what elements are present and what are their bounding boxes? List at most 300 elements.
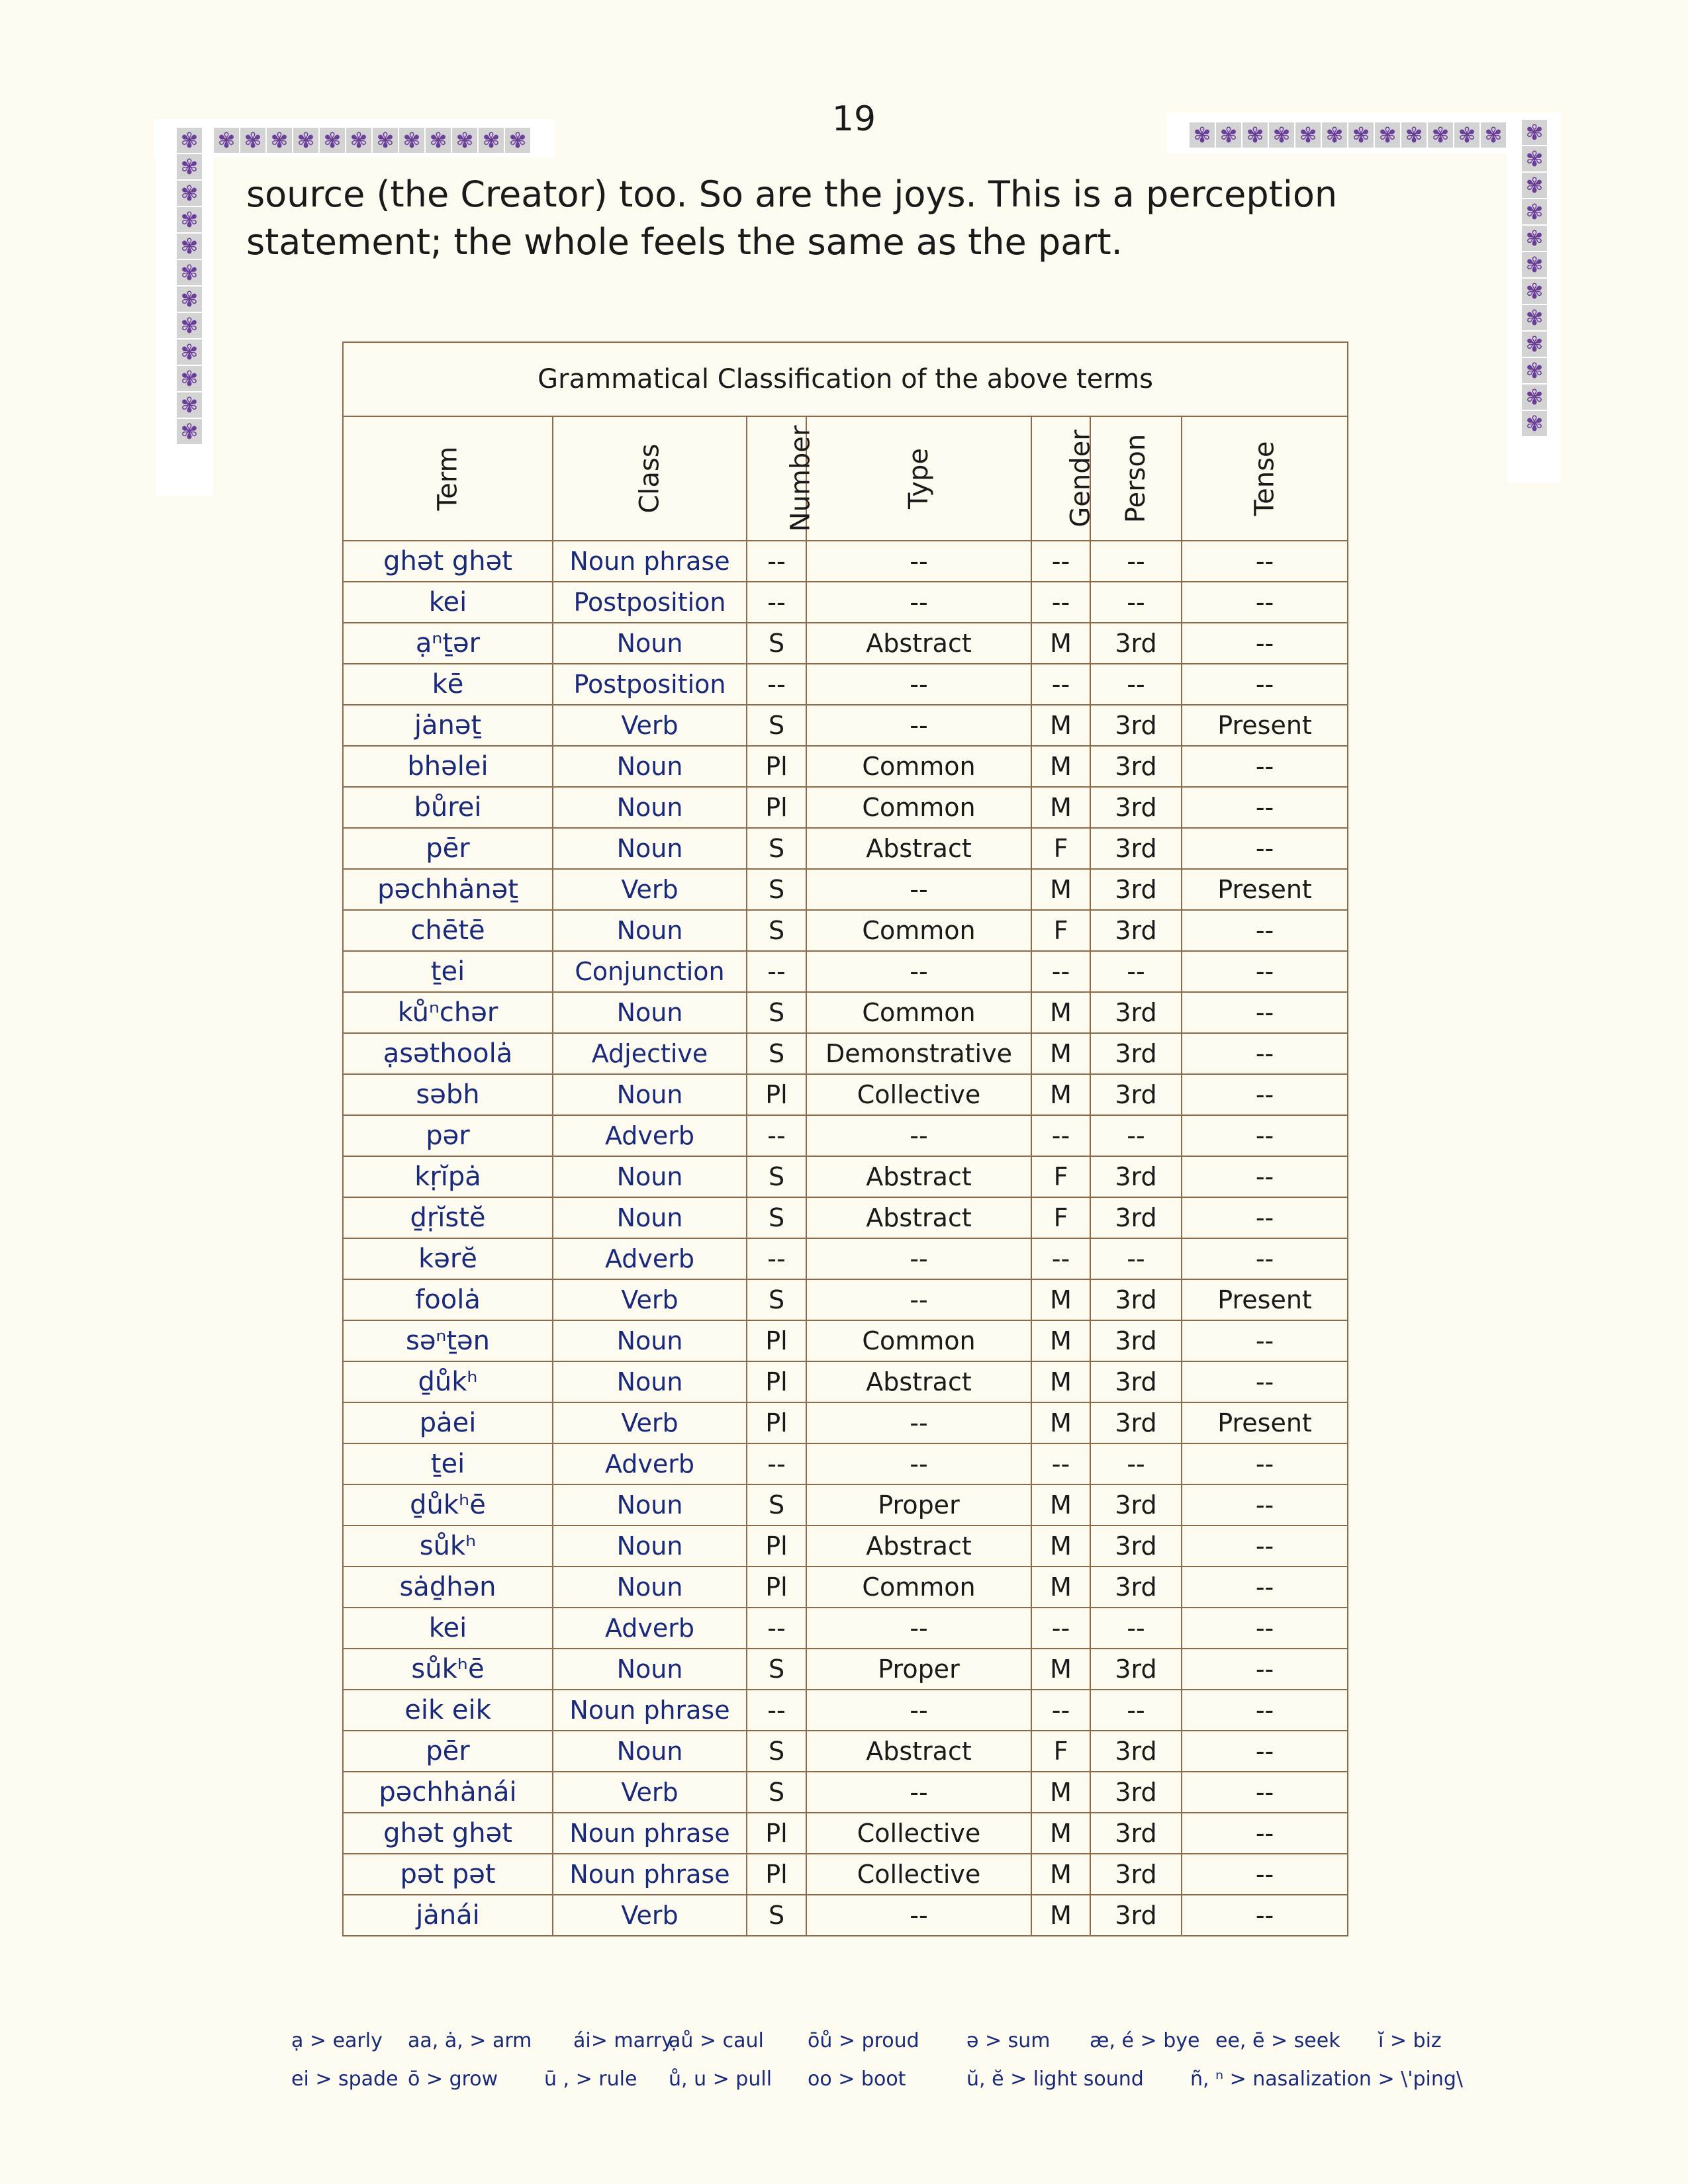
number-cell: -- <box>747 541 806 582</box>
table-row <box>343 1074 1348 1115</box>
tense-cell: -- <box>1182 1731 1348 1772</box>
flower-ornament-icon: ✾ <box>177 154 202 179</box>
flower-ornament-icon: ✾ <box>320 128 345 153</box>
term-cell: pȧei <box>343 1402 553 1443</box>
top-right-flower-border <box>1189 122 1507 148</box>
type-cell: Abstract <box>806 1197 1031 1238</box>
header-type-label: Type <box>904 448 934 509</box>
class-cell: Verb <box>553 1772 747 1813</box>
person-cell: 3rd <box>1090 705 1182 746</box>
tense-cell: -- <box>1182 787 1348 828</box>
header-tense <box>1182 416 1348 541</box>
gender-cell: M <box>1031 1649 1090 1690</box>
person-cell: 3rd <box>1090 1484 1182 1525</box>
class-cell: Verb <box>553 1402 747 1443</box>
flower-ornament-icon: ✾ <box>1522 199 1547 224</box>
gender-cell: M <box>1031 705 1090 746</box>
flower-ornament-icon: ✾ <box>479 128 504 153</box>
legend-item: æ, é > bye <box>1090 2029 1200 2052</box>
term-cell: jȧnái <box>343 1895 553 1936</box>
gender-cell: M <box>1031 787 1090 828</box>
table-row <box>343 541 1348 582</box>
type-cell: -- <box>806 1443 1031 1484</box>
left-flower-border <box>176 127 203 445</box>
tense-cell: -- <box>1182 664 1348 705</box>
number-cell: S <box>747 1279 806 1320</box>
number-cell: -- <box>747 582 806 623</box>
person-cell: 3rd <box>1090 1772 1182 1813</box>
table-row <box>343 1279 1348 1320</box>
number-cell: -- <box>747 664 806 705</box>
gender-cell: M <box>1031 1074 1090 1115</box>
number-cell: -- <box>747 1115 806 1156</box>
table-row <box>343 787 1348 828</box>
person-cell: 3rd <box>1090 1074 1182 1115</box>
type-cell: -- <box>806 541 1031 582</box>
table-row <box>343 869 1348 910</box>
class-cell: Noun <box>553 1320 747 1361</box>
number-cell: S <box>747 992 806 1033</box>
type-cell: Abstract <box>806 1361 1031 1402</box>
term-cell: sůkʰ <box>343 1525 553 1567</box>
person-cell: 3rd <box>1090 1731 1182 1772</box>
legend-item: ŭ, ĕ > light sound <box>966 2068 1144 2091</box>
gender-cell: M <box>1031 1361 1090 1402</box>
term-cell: ṯei <box>343 951 553 992</box>
class-cell: Adverb <box>553 1115 747 1156</box>
tense-cell: Present <box>1182 705 1348 746</box>
gender-cell: F <box>1031 1197 1090 1238</box>
person-cell: 3rd <box>1090 1813 1182 1854</box>
term-cell: kē <box>343 664 553 705</box>
person-cell: 3rd <box>1090 1649 1182 1690</box>
number-cell: Pl <box>747 746 806 787</box>
legend-item: ů, u > pull <box>669 2068 773 2091</box>
table-row <box>343 1690 1348 1731</box>
gender-cell: F <box>1031 1156 1090 1197</box>
table-row <box>343 1854 1348 1895</box>
flower-ornament-icon: ✾ <box>1522 411 1547 436</box>
gender-cell: -- <box>1031 1608 1090 1649</box>
class-cell: Adjective <box>553 1033 747 1074</box>
number-cell: S <box>747 869 806 910</box>
header-person <box>1090 416 1182 541</box>
gender-cell: -- <box>1031 1690 1090 1731</box>
person-cell: 3rd <box>1090 1320 1182 1361</box>
flower-ornament-icon: ✾ <box>1295 122 1321 148</box>
table-row <box>343 910 1348 951</box>
table-row <box>343 1649 1348 1690</box>
number-cell: Pl <box>747 787 806 828</box>
gender-cell: M <box>1031 1895 1090 1936</box>
class-cell: Noun <box>553 623 747 664</box>
tense-cell: -- <box>1182 1197 1348 1238</box>
flower-ornament-icon: ✾ <box>1522 332 1547 357</box>
class-cell: Noun <box>553 1074 747 1115</box>
gender-cell: M <box>1031 1813 1090 1854</box>
term-cell: pət pət <box>343 1854 553 1895</box>
person-cell: -- <box>1090 1443 1182 1484</box>
class-cell: Adverb <box>553 1608 747 1649</box>
flower-ornament-icon: ✾ <box>177 287 202 312</box>
tense-cell: Present <box>1182 1279 1348 1320</box>
class-cell: Verb <box>553 869 747 910</box>
table-row <box>343 582 1348 623</box>
type-cell: Abstract <box>806 1731 1031 1772</box>
table-caption: Grammatical Classification of the above terms <box>343 342 1348 416</box>
intro-paragraph: source (the Creator) too. So are the joys. This is a perception statement; the whole feels the same as the part. <box>246 173 1338 263</box>
type-cell: -- <box>806 869 1031 910</box>
number-cell: -- <box>747 1608 806 1649</box>
legend-item: ạů > caul <box>669 2029 764 2052</box>
flower-ornament-icon: ✾ <box>452 128 477 153</box>
term-cell: ạⁿṯər <box>343 623 553 664</box>
class-cell: Noun <box>553 1649 747 1690</box>
gender-cell: -- <box>1031 1115 1090 1156</box>
class-cell: Noun <box>553 1361 747 1402</box>
tense-cell: -- <box>1182 1320 1348 1361</box>
table-row <box>343 1443 1348 1484</box>
flower-ornament-icon: ✾ <box>1522 385 1547 410</box>
type-cell: Common <box>806 1320 1031 1361</box>
tense-cell: -- <box>1182 1690 1348 1731</box>
tense-cell: -- <box>1182 1115 1348 1156</box>
table-row <box>343 1033 1348 1074</box>
type-cell: Abstract <box>806 623 1031 664</box>
number-cell: Pl <box>747 1402 806 1443</box>
gender-cell: M <box>1031 1525 1090 1567</box>
person-cell: 3rd <box>1090 992 1182 1033</box>
type-cell: Abstract <box>806 828 1031 869</box>
flower-ornament-icon: ✾ <box>399 128 424 153</box>
flower-ornament-icon: ✾ <box>1216 122 1241 148</box>
flower-ornament-icon: ✾ <box>177 419 202 444</box>
term-cell: pəchhȧnəṯ <box>343 869 553 910</box>
header-gender <box>1031 416 1096 541</box>
flower-ornament-icon: ✾ <box>177 207 202 232</box>
legend-item: oo > boot <box>808 2068 906 2091</box>
term-cell: kůⁿchər <box>343 992 553 1033</box>
tense-cell: -- <box>1182 951 1348 992</box>
flower-ornament-icon: ✾ <box>177 366 202 391</box>
tense-cell: -- <box>1182 1361 1348 1402</box>
number-cell: S <box>747 828 806 869</box>
type-cell: -- <box>806 1279 1031 1320</box>
header-term <box>343 416 553 541</box>
number-cell: S <box>747 910 806 951</box>
tense-cell: Present <box>1182 869 1348 910</box>
legend-item: ĭ > biz <box>1378 2029 1442 2052</box>
person-cell: 3rd <box>1090 623 1182 664</box>
right-flower-border <box>1521 119 1548 437</box>
class-cell: Verb <box>553 1895 747 1936</box>
class-cell: Adverb <box>553 1443 747 1484</box>
legend-item: aa, ȧ, > arm <box>408 2029 532 2052</box>
tense-cell: -- <box>1182 1854 1348 1895</box>
flower-ornament-icon: ✾ <box>177 234 202 259</box>
table-row <box>343 705 1348 746</box>
number-cell: -- <box>747 1443 806 1484</box>
tense-cell: -- <box>1182 1443 1348 1484</box>
number-cell: Pl <box>747 1567 806 1608</box>
term-cell: sůkʰē <box>343 1649 553 1690</box>
term-cell: ḏůkʰē <box>343 1484 553 1525</box>
tense-cell: Present <box>1182 1402 1348 1443</box>
type-cell: -- <box>806 664 1031 705</box>
flower-ornament-icon: ✾ <box>240 128 265 153</box>
class-cell: Noun <box>553 1484 747 1525</box>
gender-cell: M <box>1031 1033 1090 1074</box>
table-row <box>343 623 1348 664</box>
flower-ornament-icon: ✾ <box>177 313 202 338</box>
term-cell: kərĕ <box>343 1238 553 1279</box>
tense-cell: -- <box>1182 1156 1348 1197</box>
person-cell: 3rd <box>1090 1567 1182 1608</box>
tense-cell: -- <box>1182 582 1348 623</box>
flower-ornament-icon: ✾ <box>1522 146 1547 171</box>
tense-cell: -- <box>1182 910 1348 951</box>
tense-cell: -- <box>1182 1813 1348 1854</box>
table-row <box>343 1320 1348 1361</box>
class-cell: Noun <box>553 1156 747 1197</box>
gender-cell: M <box>1031 623 1090 664</box>
type-cell: Demonstrative <box>806 1033 1031 1074</box>
header-gender-label: Gender <box>1065 430 1096 527</box>
type-cell: -- <box>806 1772 1031 1813</box>
flower-ornament-icon: ✾ <box>214 128 239 153</box>
person-cell: -- <box>1090 1690 1182 1731</box>
type-cell: Collective <box>806 1813 1031 1854</box>
legend-item: ə > sum <box>966 2029 1051 2052</box>
legend-row-2 <box>291 2068 1464 2106</box>
type-cell: -- <box>806 1690 1031 1731</box>
number-cell: S <box>747 1649 806 1690</box>
type-cell: -- <box>806 582 1031 623</box>
term-cell: chētē <box>343 910 553 951</box>
grammar-table <box>342 341 1348 1936</box>
person-cell: 3rd <box>1090 1361 1182 1402</box>
flower-ornament-icon: ✾ <box>1522 358 1547 383</box>
number-cell: -- <box>747 951 806 992</box>
flower-ornament-icon: ✾ <box>1269 122 1294 148</box>
type-cell: Common <box>806 746 1031 787</box>
person-cell: -- <box>1090 1115 1182 1156</box>
gender-cell: F <box>1031 910 1090 951</box>
tense-cell: -- <box>1182 1033 1348 1074</box>
gender-cell: -- <box>1031 582 1090 623</box>
type-cell: Common <box>806 787 1031 828</box>
number-cell: -- <box>747 1690 806 1731</box>
table-row <box>343 664 1348 705</box>
term-cell: ghət ghət <box>343 1813 553 1854</box>
tense-cell: -- <box>1182 1608 1348 1649</box>
table-row <box>343 1115 1348 1156</box>
person-cell: -- <box>1090 1608 1182 1649</box>
number-cell: S <box>747 1772 806 1813</box>
flower-ornament-icon: ✾ <box>1481 122 1506 148</box>
type-cell: -- <box>806 1238 1031 1279</box>
number-cell: Pl <box>747 1361 806 1402</box>
flower-ornament-icon: ✾ <box>177 260 202 285</box>
table-row <box>343 1484 1348 1525</box>
flower-ornament-icon: ✾ <box>1428 122 1453 148</box>
pronunciation-legend <box>291 2029 1464 2106</box>
flower-ornament-icon: ✾ <box>177 128 202 153</box>
term-cell: səⁿṯən <box>343 1320 553 1361</box>
legend-item: ōů > proud <box>808 2029 919 2052</box>
flower-ornament-icon: ✾ <box>1522 279 1547 304</box>
flower-ornament-icon: ✾ <box>1348 122 1374 148</box>
table-row <box>343 1402 1348 1443</box>
legend-item: ñ, ⁿ > nasalization > \'ping\ <box>1190 2068 1464 2091</box>
legend-item: ū , > rule <box>544 2068 637 2091</box>
person-cell: 3rd <box>1090 1525 1182 1567</box>
header-type <box>806 416 1031 541</box>
header-class-label: Class <box>634 443 665 514</box>
flower-ornament-icon: ✾ <box>426 128 451 153</box>
gender-cell: -- <box>1031 1238 1090 1279</box>
flower-ornament-icon: ✾ <box>1522 305 1547 330</box>
gender-cell: F <box>1031 828 1090 869</box>
legend-item: ạ > early <box>291 2029 383 2052</box>
flower-ornament-icon: ✾ <box>1522 173 1547 198</box>
term-cell: ạsəthoolȧ <box>343 1033 553 1074</box>
flower-ornament-icon: ✾ <box>267 128 292 153</box>
class-cell: Noun phrase <box>553 1690 747 1731</box>
table-row <box>343 828 1348 869</box>
person-cell: 3rd <box>1090 1895 1182 1936</box>
tense-cell: -- <box>1182 1895 1348 1936</box>
flower-ornament-icon: ✾ <box>1522 226 1547 251</box>
top-left-flower-border <box>213 127 531 154</box>
number-cell: S <box>747 1197 806 1238</box>
table-header-row <box>343 416 1348 541</box>
flower-ornament-icon: ✾ <box>1322 122 1347 148</box>
class-cell: Noun phrase <box>553 541 747 582</box>
term-cell: ḏṛĭstĕ <box>343 1197 553 1238</box>
table-row <box>343 1813 1348 1854</box>
gender-cell: M <box>1031 1279 1090 1320</box>
type-cell: Common <box>806 910 1031 951</box>
type-cell: Proper <box>806 1484 1031 1525</box>
number-cell: S <box>747 1895 806 1936</box>
header-number <box>747 416 816 541</box>
type-cell: Abstract <box>806 1156 1031 1197</box>
term-cell: foolȧ <box>343 1279 553 1320</box>
term-cell: kei <box>343 1608 553 1649</box>
class-cell: Noun phrase <box>553 1854 747 1895</box>
table-row <box>343 1895 1348 1936</box>
class-cell: Noun <box>553 746 747 787</box>
class-cell: Noun <box>553 1197 747 1238</box>
tense-cell: -- <box>1182 1649 1348 1690</box>
tense-cell: -- <box>1182 1484 1348 1525</box>
number-cell: S <box>747 1033 806 1074</box>
flower-ornament-icon: ✾ <box>1522 120 1547 145</box>
tense-cell: -- <box>1182 828 1348 869</box>
person-cell: 3rd <box>1090 828 1182 869</box>
type-cell: Abstract <box>806 1525 1031 1567</box>
table-row <box>343 1238 1348 1279</box>
class-cell: Noun phrase <box>553 1813 747 1854</box>
legend-item: ái> marry <box>573 2029 673 2052</box>
person-cell: 3rd <box>1090 869 1182 910</box>
gender-cell: M <box>1031 746 1090 787</box>
class-cell: Postposition <box>553 664 747 705</box>
tense-cell: -- <box>1182 623 1348 664</box>
person-cell: -- <box>1090 951 1182 992</box>
term-cell: jȧnəṯ <box>343 705 553 746</box>
tense-cell: -- <box>1182 746 1348 787</box>
table-row <box>343 1361 1348 1402</box>
number-cell: S <box>747 623 806 664</box>
flower-ornament-icon: ✾ <box>177 340 202 365</box>
class-cell: Verb <box>553 1279 747 1320</box>
gender-cell: M <box>1031 1772 1090 1813</box>
number-cell: Pl <box>747 1320 806 1361</box>
gender-cell: M <box>1031 1567 1090 1608</box>
person-cell: 3rd <box>1090 1854 1182 1895</box>
flower-ornament-icon: ✾ <box>1190 122 1215 148</box>
person-cell: -- <box>1090 582 1182 623</box>
flower-ornament-icon: ✾ <box>1522 252 1547 277</box>
gender-cell: -- <box>1031 1443 1090 1484</box>
gender-cell: -- <box>1031 951 1090 992</box>
page-number: 19 <box>831 99 876 139</box>
flower-ornament-icon: ✾ <box>1243 122 1268 148</box>
gender-cell: F <box>1031 1731 1090 1772</box>
term-cell: pēr <box>343 828 553 869</box>
number-cell: S <box>747 1731 806 1772</box>
term-cell: sȧḏhən <box>343 1567 553 1608</box>
class-cell: Adverb <box>553 1238 747 1279</box>
number-cell: Pl <box>747 1074 806 1115</box>
type-cell: Proper <box>806 1649 1031 1690</box>
number-cell: -- <box>747 1238 806 1279</box>
type-cell: Common <box>806 992 1031 1033</box>
term-cell: bůrei <box>343 787 553 828</box>
gender-cell: M <box>1031 1854 1090 1895</box>
term-cell: eik eik <box>343 1690 553 1731</box>
class-cell: Noun <box>553 1525 747 1567</box>
table-row <box>343 1608 1348 1649</box>
type-cell: -- <box>806 1895 1031 1936</box>
legend-row-1 <box>291 2029 1456 2068</box>
flower-ornament-icon: ✾ <box>293 128 318 153</box>
number-cell: S <box>747 1484 806 1525</box>
person-cell: 3rd <box>1090 1156 1182 1197</box>
header-number-label: Number <box>785 425 816 532</box>
legend-item: ei > spade <box>291 2068 399 2091</box>
table-row <box>343 1567 1348 1608</box>
flower-ornament-icon: ✾ <box>177 392 202 418</box>
person-cell: -- <box>1090 664 1182 705</box>
tense-cell: -- <box>1182 541 1348 582</box>
person-cell: 3rd <box>1090 1033 1182 1074</box>
term-cell: pəchhȧnái <box>343 1772 553 1813</box>
class-cell: Noun <box>553 1731 747 1772</box>
term-cell: ṯei <box>343 1443 553 1484</box>
class-cell: Noun <box>553 992 747 1033</box>
tense-cell: -- <box>1182 1238 1348 1279</box>
flower-ornament-icon: ✾ <box>346 128 371 153</box>
flower-ornament-icon: ✾ <box>373 128 398 153</box>
class-cell: Noun <box>553 1567 747 1608</box>
number-cell: Pl <box>747 1525 806 1567</box>
gender-cell: M <box>1031 1320 1090 1361</box>
table-row <box>343 1525 1348 1567</box>
table-row <box>343 1772 1348 1813</box>
